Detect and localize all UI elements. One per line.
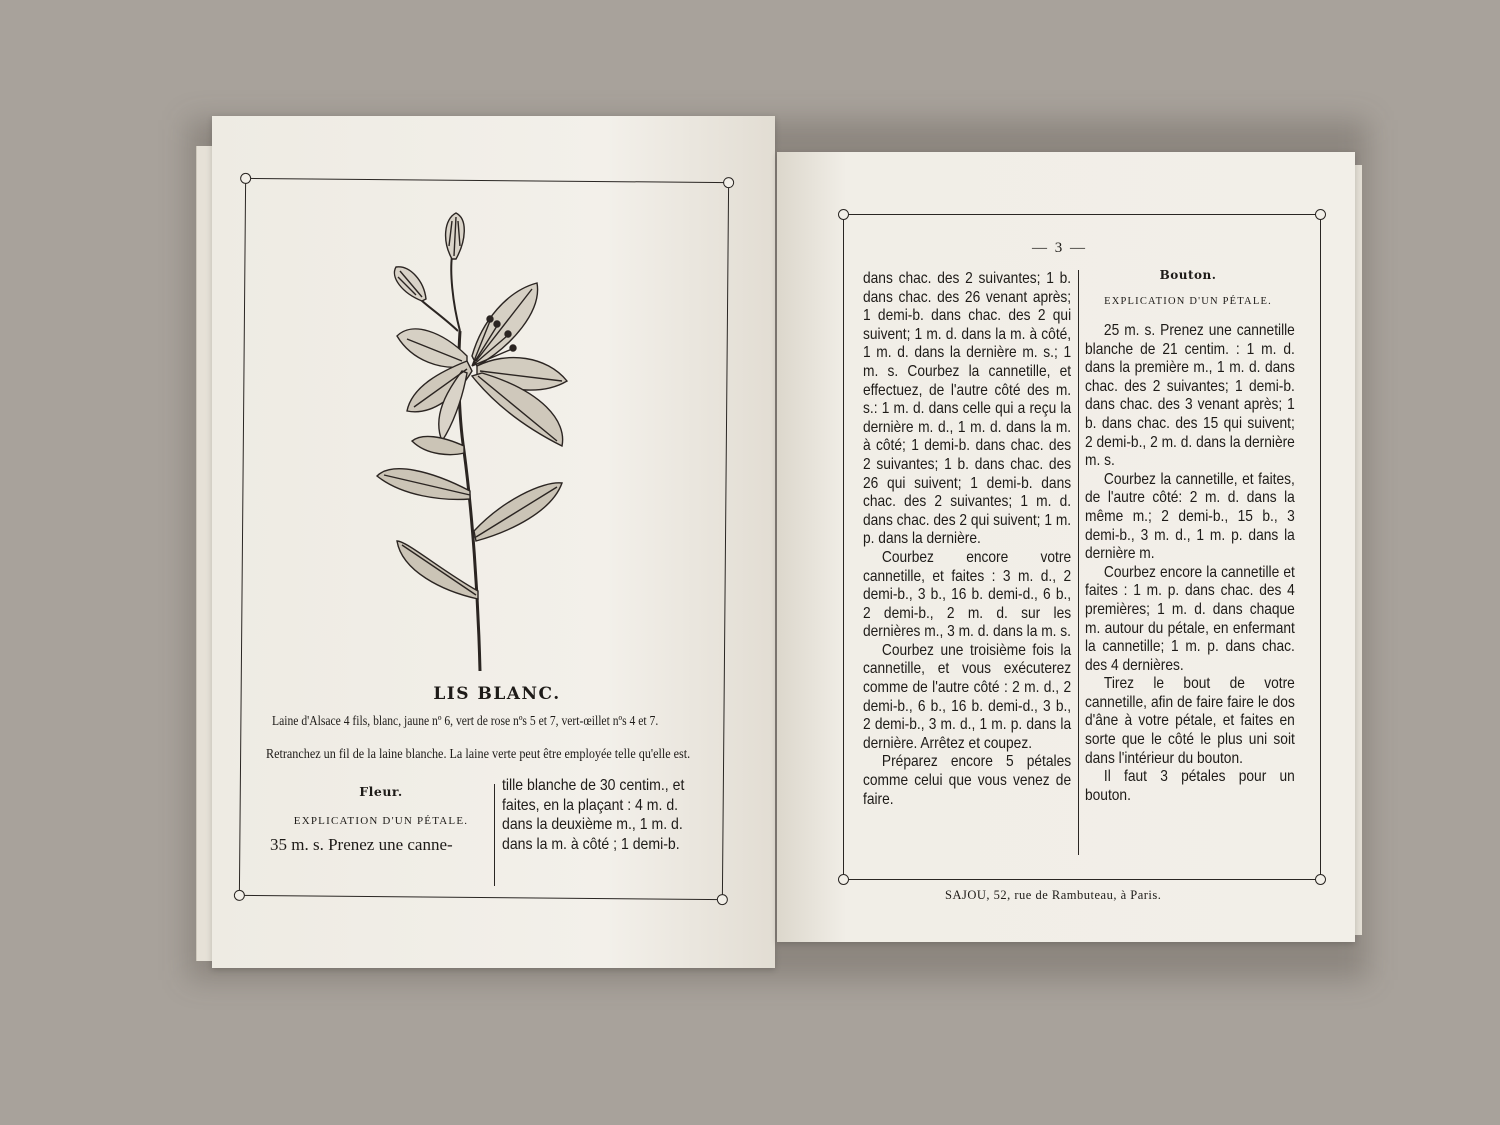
frame-ornament: [1315, 209, 1326, 220]
frame-ornament: [234, 890, 245, 901]
publisher-footer: SAJOU, 52, rue de Rambuteau, à Paris.: [945, 888, 1162, 902]
paragraph: 25 m. s. Prenez une cannetille blanche de 21 centim. : 1 m. d. dans la première m., 1 m. d. dans chac. des 2 suivantes; 1 demi-b. dans chac. des 3 venant après; 1 b. dans chac. des 15 qui suivent; 2 demi-b., 2 m. d. dans la dernière m. s.: [1085, 322, 1295, 470]
section-subheading: EXPLICATION D'UN PÉTALE.: [1104, 296, 1272, 307]
materials-line: Laine d'Alsace 4 fils, blanc, jaune nº 6, vert de rose nºs 5 et 7, vert-œillet nºs 4 et 7.: [272, 713, 659, 728]
section-subheading: EXPLICATION D'UN PÉTALE.: [293, 815, 469, 827]
left-column-b: [502, 776, 727, 854]
right-column-1: [863, 270, 1071, 809]
paragraph: Courbez encore votre cannetille, et faites : 3 m. d., 2 demi-b., 3 b., 16 b. demi-d., 6 b., 2 demi-b., 2 m. d. sur les dernières m., 3 m. d. dans la m. s.: [863, 548, 1072, 641]
frame-ornament: [838, 209, 849, 220]
frame-ornament: [1315, 874, 1326, 885]
left-page: [212, 116, 775, 968]
right-column-2: [1085, 322, 1295, 805]
plate-title: LIS BLANC.: [433, 684, 561, 704]
right-column-2-heading: [1083, 268, 1293, 307]
paragraph: Courbez la cannetille, et faites, de l'autre côté: 2 m. d. dans la même m.; 2 demi-b., 15 b., 3 demi-b., 3 m. d., 1 m. p. dans la dernière m.: [1085, 470, 1295, 563]
text-line: tille blanche de 30 centim., et: [502, 777, 685, 794]
paragraph: Il faut 3 pétales pour un bouton.: [1085, 768, 1295, 804]
text-line: faites, en la plaçant : 4 m. d.: [502, 796, 679, 814]
paragraph: Tirez le bout de votre cannetille, afin de faire faire le dos d'âne à votre pétale, et faites en sorte que le côté le plus uni soit dans l'intérieur du bouton.: [1085, 675, 1295, 767]
lily-illustration: [372, 211, 592, 671]
column-divider: [494, 784, 495, 886]
frame-ornament: [723, 177, 734, 188]
note-paragraph: Retranchez un fil de la laine blanche. La laine verte peut être employée telle qu'elle est.: [266, 746, 691, 761]
paragraph: dans chac. des 2 suivantes; 1 b. dans chac. des 26 venant après; 1 demi-b. dans chac. des 2 qui suivent; 1 m. d. dans la m. à côté, 1 m. d. dans la dernière m. s.; 1 m. s. Courbez la cannetille, et effectuez, de l'autre côté des m. s.: 1 m. d. dans celle qui a reçu la dernière m. d., 1 m. d. dans la m. à côté; 1 demi-b. dans chac. des 2 suivantes; 1 b. dans chac. des 26 qui suivent; 1 demi-b. dans chac. des 2 suivantes; 1 m. d. dans chac. des 2 qui suivent; 1 m. p. dans la dernière.: [863, 270, 1072, 548]
page-number: — 3 —: [1032, 240, 1087, 256]
column-divider: [1078, 270, 1079, 855]
text-line: dans la deuxième m., 1 m. d.: [502, 816, 683, 833]
text-line: dans la m. à côté ; 1 demi-b.: [502, 835, 680, 853]
paragraph: Courbez encore la cannetille et faites : 1 m. p. dans chac. des 4 premières; 1 m. d. dans chaque m. autour du pétale, en enfermant la cannetille; 1 m. p. dans chac. des 4 dernières.: [1085, 563, 1295, 674]
frame-ornament: [717, 894, 728, 905]
section-heading: Fleur.: [359, 784, 403, 799]
paragraph: Courbez une troisième fois la cannetille, et vous exécuterez comme de l'autre côté : 2 m. d., 2 demi-b., 6 b., 16 b. demi-d., 3 b., 2 demi-b., 3 m. d., 1 m. p. dans la dernière. Arrêtez et coupez.: [863, 641, 1072, 752]
first-line: 35 m. s. Prenez une canne-: [270, 835, 453, 854]
frame-ornament: [838, 874, 849, 885]
paragraph: Préparez encore 5 pétales comme celui que vous venez de faire.: [863, 753, 1072, 808]
right-page: [777, 152, 1355, 942]
frame-ornament: [240, 173, 251, 184]
left-column-a: [270, 784, 492, 855]
section-heading: Bouton.: [1159, 268, 1217, 282]
